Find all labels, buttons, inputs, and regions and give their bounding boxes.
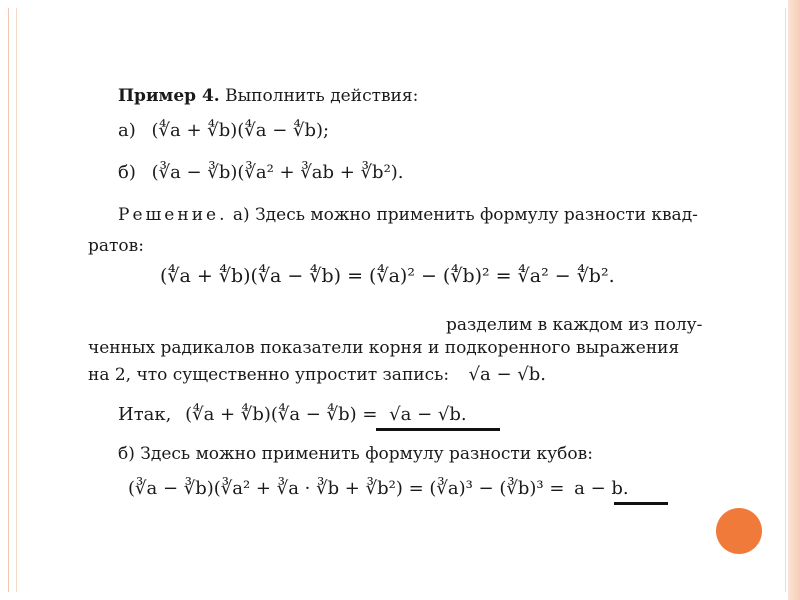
paragraph-line-1: разделим в каждом из полу- bbox=[446, 315, 703, 335]
part-b-label: б) bbox=[118, 162, 136, 183]
example-number: Пример 4. bbox=[118, 86, 220, 106]
solution-heading bbox=[118, 205, 698, 225]
example-instruction: Выполнить действия: bbox=[219, 86, 419, 106]
part-b-solution-heading: б) Здесь можно применить формулу разности кубов: bbox=[118, 444, 593, 464]
part-a-label: а) bbox=[118, 120, 136, 141]
paragraph-line-3-text: на 2, что существенно упростит запись: bbox=[88, 365, 450, 385]
part-a-task bbox=[118, 120, 329, 141]
paragraph-line-3-expression: √a − √b. bbox=[468, 364, 546, 385]
cubes-underline bbox=[614, 502, 668, 505]
paragraph-line-2: ченных радикалов показатели корня и подкоренного выражения bbox=[88, 338, 680, 358]
example-title bbox=[118, 86, 418, 106]
conclusion-line bbox=[118, 404, 467, 425]
equation-cubes bbox=[128, 478, 629, 499]
conclusion-expression: (∜a + ∜b)(∜a − ∜b) = bbox=[185, 404, 378, 425]
equation-squares: (∜a + ∜b)(∜a − ∜b) = (∜a)² − (∜b)² = ∜a² − ∜b². bbox=[160, 265, 615, 287]
paragraph-line-3 bbox=[88, 364, 546, 385]
part-b-expression: (∛a − ∛b)(∛a² + ∛ab + ∛b²). bbox=[151, 162, 404, 183]
slide-edge-bar bbox=[788, 0, 800, 600]
equation-cubes-expression: (∛a − ∛b)(∛a² + ∛a · ∛b + ∛b²) = (∛a)³ − (∛b)³ = bbox=[128, 478, 565, 499]
orange-circle-decoration bbox=[716, 508, 762, 554]
conclusion-word: Итак, bbox=[118, 404, 172, 425]
part-b-task bbox=[118, 162, 404, 183]
equation-cubes-result: a − b. bbox=[574, 478, 629, 499]
conclusion-result: √a − √b. bbox=[389, 404, 467, 425]
part-a-expression: (∜a + ∜b)(∜a − ∜b); bbox=[151, 120, 330, 141]
solution-line-2: ратов: bbox=[88, 236, 144, 256]
conclusion-underline bbox=[376, 428, 500, 431]
solution-word: Решение. bbox=[118, 205, 228, 225]
solution-text: а) Здесь можно применить формулу разности квад- bbox=[227, 205, 698, 225]
